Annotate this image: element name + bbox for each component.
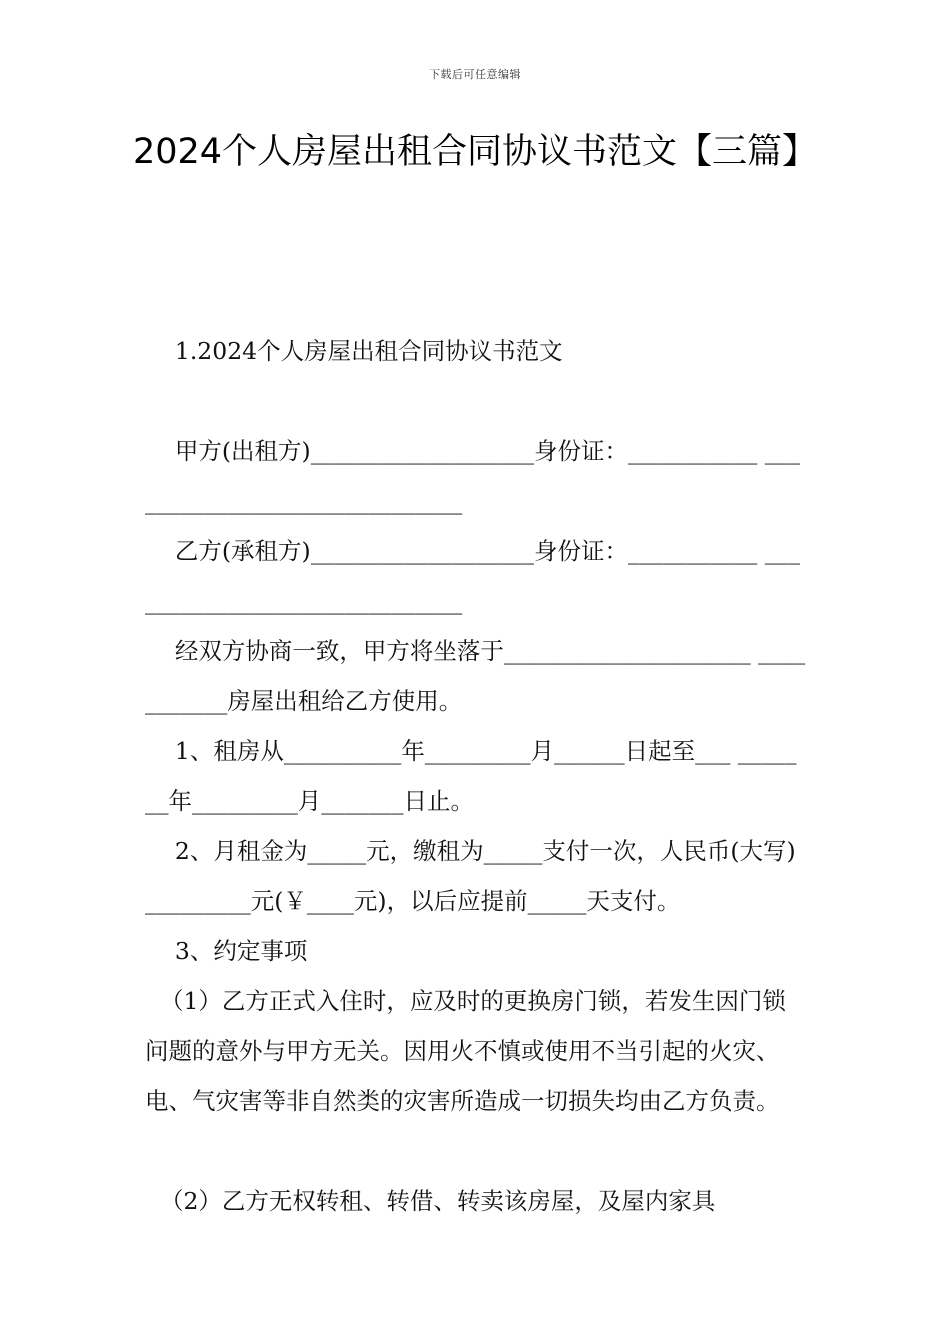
clause-1-paragraph: 1、租房从__________年_________月______日起至___ _______年_________月_______日止。 <box>145 737 797 815</box>
header-note: 下载后可任意编辑 <box>429 68 521 81</box>
item-2-paragraph: （2）乙方无权转租、转借、转卖该房屋，及屋内家具 <box>145 1187 716 1215</box>
clause-2-paragraph: 2、月租金为_____元，缴租为_____支付一次，人民币(大写)_________元(￥____元)，以后应提前_____天支付。 <box>145 837 796 915</box>
clause-3-heading: 3、约定事项 <box>145 937 308 965</box>
item-1-paragraph: （1）乙方正式入住时，应及时的更换房门锁，若发生因门锁问题的意外与甲方无关。因用火不慎或使用不当引起的火灾、电、气灾害等非自然类的灾害所造成一切损失均由乙方负责。 <box>145 987 786 1115</box>
section-heading: 1.2024个人房屋出租合同协议书范文 <box>145 337 563 365</box>
party-a-line: 甲方(出租方)___________________身份证：___________ ______________________________ <box>145 437 800 515</box>
document-title: 2024个人房屋出租合同协议书范文【三篇】 <box>132 132 818 172</box>
party-b-line: 乙方(承租方)___________________身份证：___________ ______________________________ <box>145 537 800 615</box>
agreement-paragraph: 经双方协商一致，甲方将坐落于_____________________ ___________房屋出租给乙方使用。 <box>145 637 806 715</box>
